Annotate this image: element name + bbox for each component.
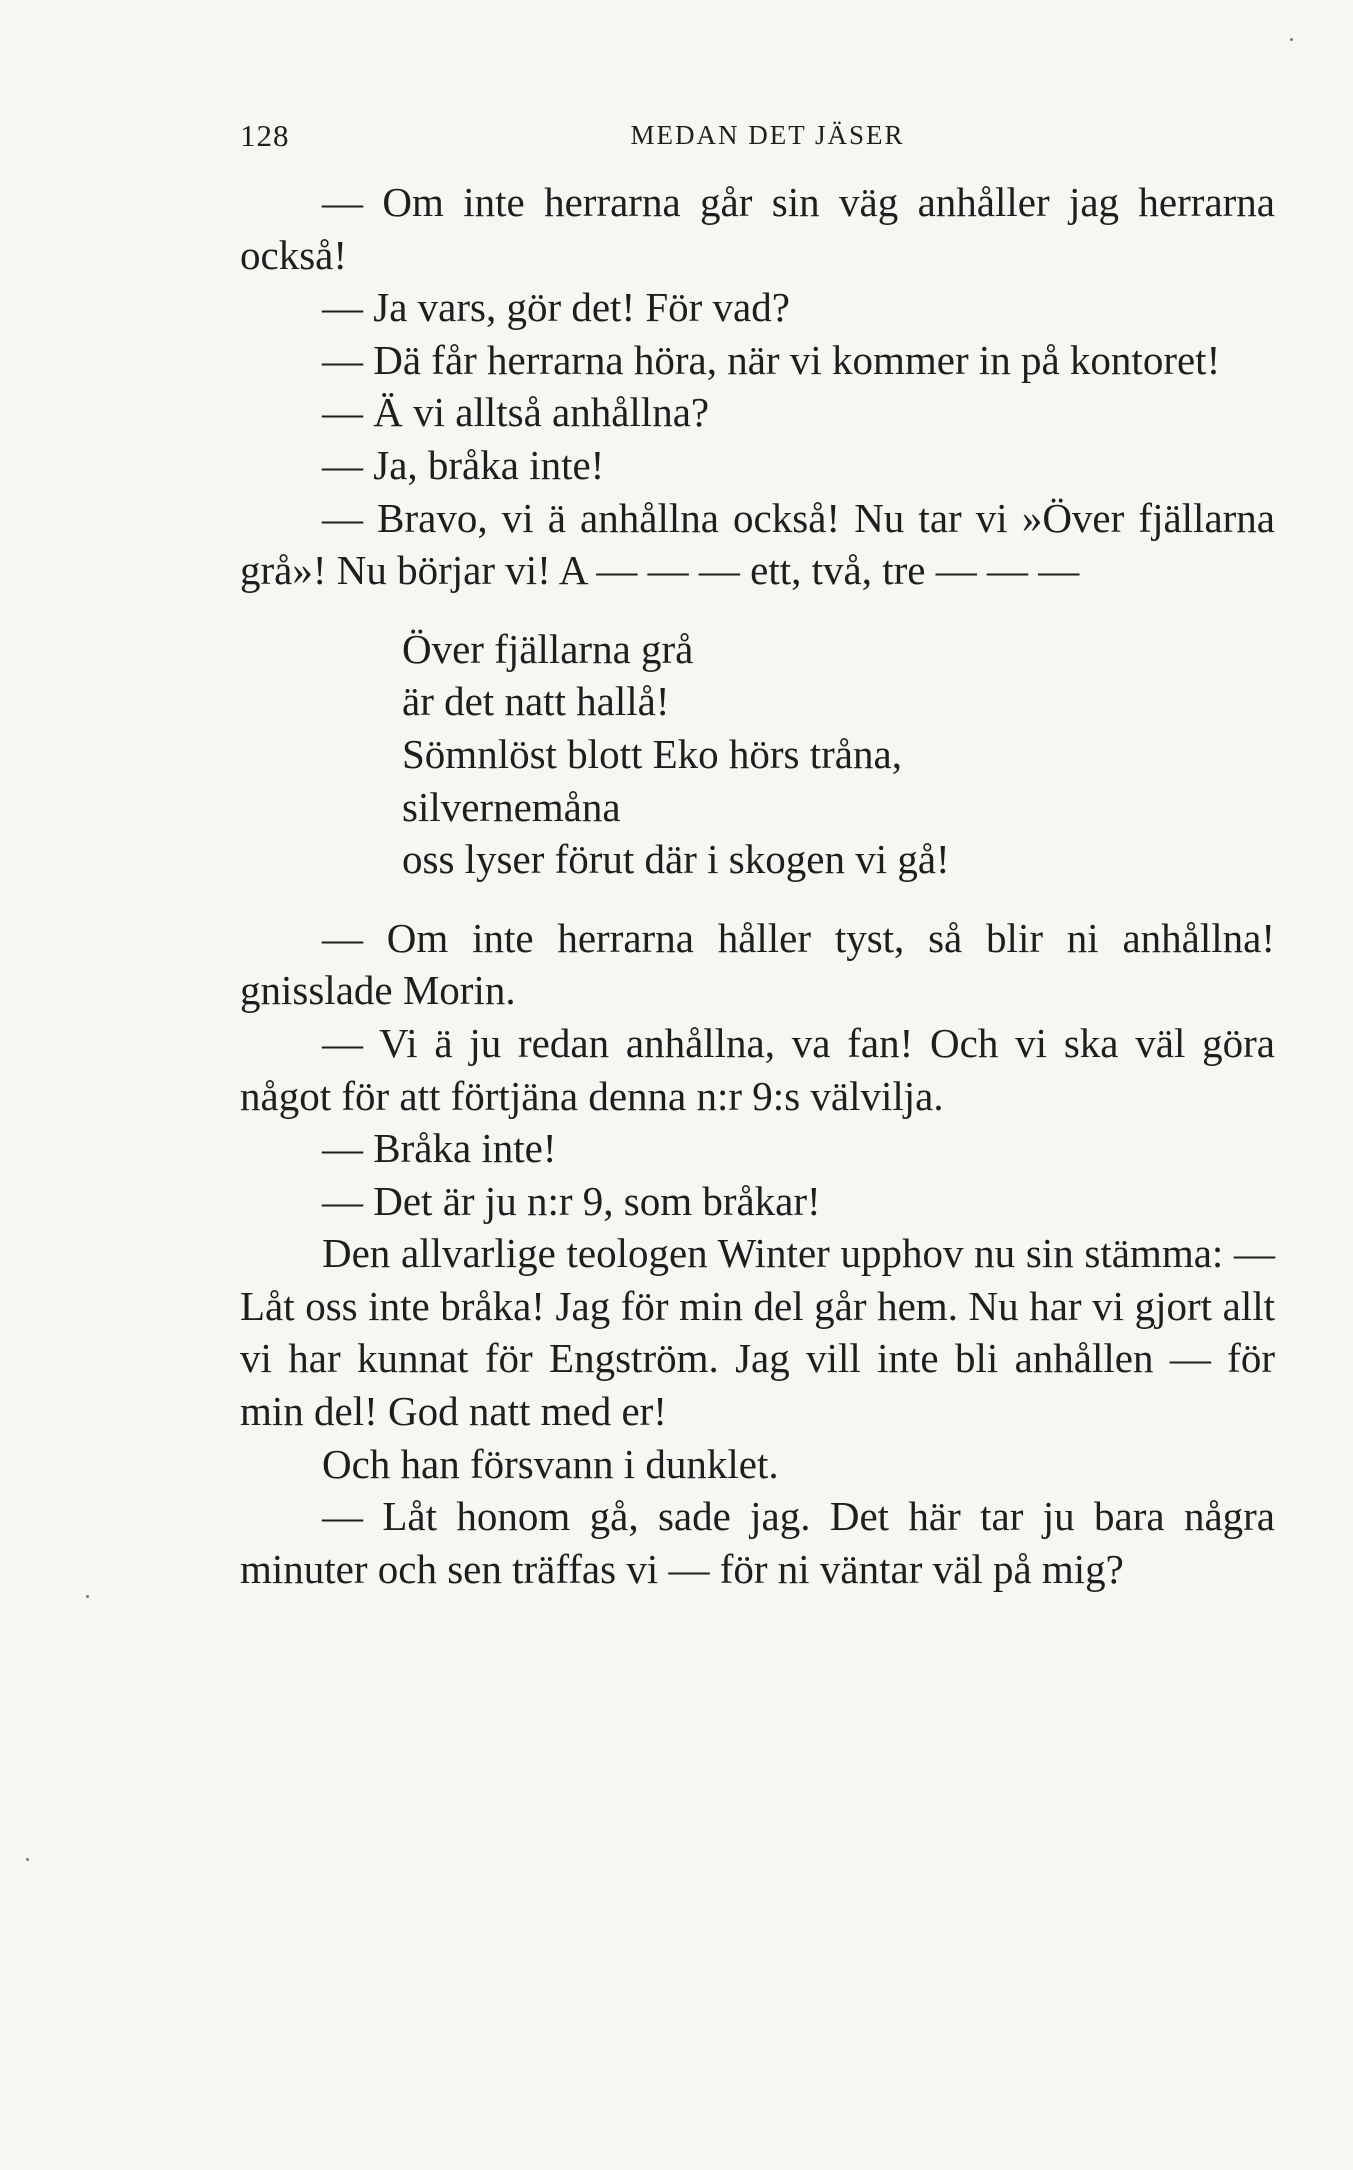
paragraph: — Ä vi alltså anhållna?: [322, 389, 710, 436]
paragraph: — Låt honom gå, sade jag. Det här tar ju bara några minuter och sen träffas vi — för ni väntar väl på mig?: [240, 1493, 1275, 1592]
paragraph: — Om inte herrarna håller tyst, så blir ni anhållna! gnisslade Morin.: [240, 914, 1275, 1014]
paragraph: — Om inte herrarna går sin väg anhåller jag herrarna också!: [240, 179, 1275, 278]
paragraph: Och han försvann i dunklet.: [322, 1440, 779, 1487]
verse-line: silvernemåna: [402, 783, 621, 830]
running-title: MEDAN DET JÄSER: [630, 120, 905, 150]
paper-speck: [1290, 38, 1293, 41]
paragraph: — Vi ä ju redan anhållna, va fan! Och vi ska väl göra något för att förtjäna denna n:r 9:s välvilja.: [240, 1019, 1275, 1119]
verse-line: är det natt hallå!: [402, 678, 670, 725]
verse-line: oss lyser förut där i skogen vi gå!: [402, 836, 950, 883]
page-header: [240, 118, 1275, 158]
paper-speck: [26, 1858, 29, 1861]
verse-line: Över fjällarna grå: [402, 625, 694, 672]
paper-speck: [86, 1595, 89, 1598]
paragraph: — Det är ju n:r 9, som bråkar!: [322, 1177, 821, 1224]
body-text: [240, 176, 1275, 1595]
paragraph: — Ja vars, gör det! För vad?: [322, 284, 790, 331]
paragraph: — Dä får herrarna höra, när vi kommer in på kontoret!: [322, 336, 1221, 383]
verse-line: Sömnlöst blott Eko hörs tråna,: [402, 730, 902, 777]
page-number: 128: [240, 118, 290, 153]
paragraph: — Ja, bråka inte!: [322, 441, 605, 488]
song-verse: [402, 623, 1275, 886]
paragraph: — Bråka inte!: [322, 1125, 557, 1172]
paragraph: Den allvarlige teologen Winter upphov nu sin stämma: — Låt oss inte bråka! Jag för min del går hem. Nu har vi gjort allt vi har kunnat för Engström. Jag vill inte bli anhållen — för min del! God natt med er!: [240, 1230, 1275, 1435]
paragraph: — Bravo, vi ä anhållna också! Nu tar vi »Över fjällarna grå»! Nu börjar vi! A — — — ett, två, tre — — —: [240, 494, 1275, 594]
